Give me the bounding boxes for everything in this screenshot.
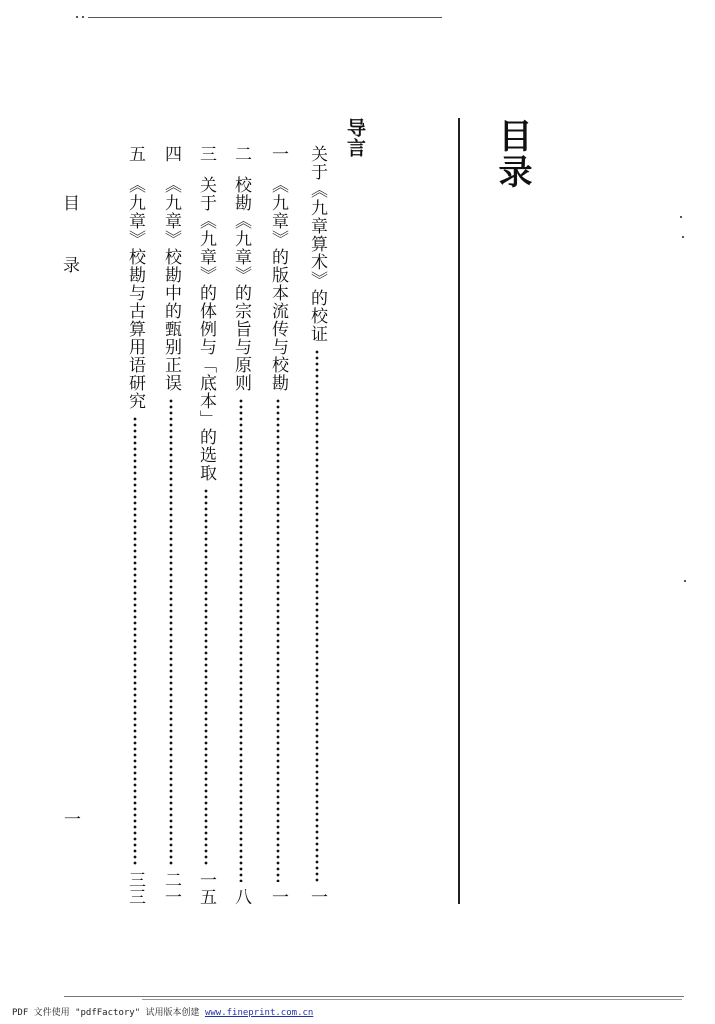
toc-item-title: 《九章》校勘与古算用语研究 <box>125 176 145 410</box>
page-title: 目录 <box>492 118 532 190</box>
toc-leader-dots <box>315 349 319 882</box>
toc-leader-dots <box>133 416 137 865</box>
toc-item-number: 四 <box>161 145 181 162</box>
bottom-scan-rule <box>142 999 682 1000</box>
scan-speck <box>684 580 686 582</box>
scan-speck <box>682 236 684 238</box>
section-heading: 导言 <box>344 118 366 158</box>
toc-item-page: 三三 <box>125 871 145 905</box>
toc-item-title: 《九章》校勘中的甄别正误 <box>161 176 181 392</box>
toc-item-number: 三 <box>196 145 216 162</box>
toc-main-entry-page: 一 <box>307 888 327 905</box>
pdf-footer <box>12 1005 313 1018</box>
title-divider <box>458 118 460 904</box>
toc-item[interactable] <box>195 145 217 905</box>
toc-item-page: 八 <box>231 888 251 905</box>
running-header-char: 目 <box>59 194 79 211</box>
page-number: 一 <box>60 810 80 827</box>
toc-item-page: 一五 <box>196 871 216 905</box>
toc-item-number: 五 <box>125 145 145 162</box>
toc-item[interactable] <box>230 145 252 905</box>
bottom-scan-rule <box>64 996 684 997</box>
footer-link[interactable]: www.fineprint.com.cn <box>204 1008 314 1018</box>
toc-item-title: 校勘《九章》的宗旨与原则 <box>231 176 251 392</box>
top-scan-rule <box>88 17 442 18</box>
toc-main-entry-title: 关于《九章算术》的校证 <box>307 145 327 343</box>
toc-item[interactable] <box>267 145 289 905</box>
toc-item-number: 一 <box>268 145 288 162</box>
scan-speck <box>680 216 682 218</box>
toc-item-title: 《九章》的版本流传与校勘 <box>268 176 288 392</box>
toc-leader-dots <box>276 398 280 882</box>
toc-item-number: 二 <box>231 145 251 162</box>
scan-speck <box>76 16 78 18</box>
toc-item-page: 二一 <box>161 871 181 905</box>
toc-item-page: 一 <box>268 888 288 905</box>
toc-leader-dots <box>239 398 243 882</box>
footer-text: PDF 文件使用 "pdfFactory" 试用版本创建 <box>12 1008 205 1018</box>
running-header-char: 录 <box>59 256 79 273</box>
toc-leader-dots <box>204 488 208 865</box>
toc-item-title: 关于《九章》的体例与「底本」的选取 <box>196 176 216 482</box>
scan-speck <box>82 16 84 18</box>
toc-item[interactable] <box>160 145 182 905</box>
toc-item[interactable] <box>124 145 146 905</box>
toc-main-entry[interactable] <box>306 145 328 905</box>
toc-leader-dots <box>169 398 173 865</box>
